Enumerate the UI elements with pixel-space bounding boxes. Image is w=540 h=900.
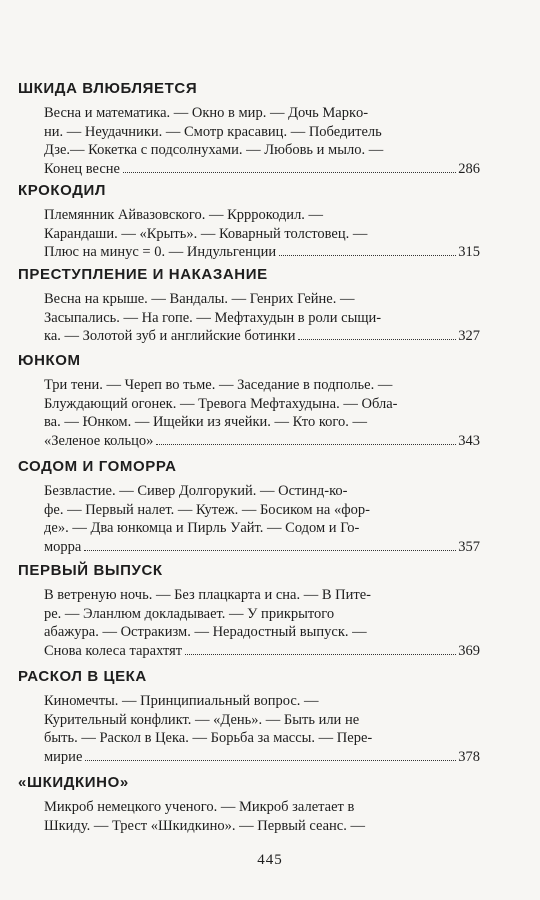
toc-chapter xyxy=(18,182,480,262)
leader-dots xyxy=(279,255,456,256)
page-number: 378 xyxy=(458,748,480,765)
toc-chapter xyxy=(18,266,480,346)
chapter-lines xyxy=(18,482,480,556)
toc-line: ва. — Юнком. — Ищейки из ячейки. — Кто кого. — xyxy=(44,414,367,430)
chapter-title: РАСКОЛ В ЦЕКА xyxy=(18,668,147,685)
toc-chapter xyxy=(18,668,480,766)
chapter-lines xyxy=(18,692,480,766)
toc-line: быть. — Раскол в Цека. — Борьба за массы. — Пере- xyxy=(44,730,373,746)
toc-line: ни. — Неудачники. — Смотр красавиц. — Победитель xyxy=(44,123,382,140)
toc-line: Курительный конфликт. — «День». — Быть или не xyxy=(44,711,360,728)
leader-dots xyxy=(185,654,456,655)
page-number: 343 xyxy=(458,432,480,449)
chapter-title: ПРЕСТУПЛЕНИЕ И НАКАЗАНИЕ xyxy=(18,266,268,283)
leader-dots xyxy=(123,172,456,173)
toc-line-text: Снова колеса тарахтят xyxy=(44,642,183,659)
footer-page-number: 445 xyxy=(257,852,283,868)
chapter-lines xyxy=(18,104,480,178)
chapter-title: ПЕРВЫЙ ВЫПУСК xyxy=(18,562,163,579)
toc-line: Киномечты. — Принципиальный вопрос. — xyxy=(44,693,319,709)
toc-line-with-page xyxy=(44,327,480,346)
toc-line-with-page xyxy=(44,748,480,767)
toc-line: ре. — Эланлюм докладывает. — У прикрытого xyxy=(44,605,335,622)
toc-chapter xyxy=(18,80,480,178)
toc-line: Безвластие. — Сивер Долгорукий. — Остинд-ко- xyxy=(44,483,348,499)
page-number: 327 xyxy=(458,328,480,344)
chapter-title: ЮНКОМ xyxy=(18,352,81,369)
toc-line: Блуждающий огонек. — Тревога Мефтахудына. — Обла- xyxy=(44,395,398,412)
toc-line: абажура. — Остракизм. — Нерадостный выпуск. — xyxy=(44,624,367,640)
chapter-title: «ШКИДКИНО» xyxy=(18,774,129,791)
chapter-title: ШКИДА ВЛЮБЛЯЕТСЯ xyxy=(18,80,198,97)
toc-line: Три тени. — Череп во тьме. — Заседание в подполье. — xyxy=(44,377,393,393)
toc-line: В ветреную ночь. — Без плацкарта и сна. — В Пите- xyxy=(44,587,371,603)
page-number: 369 xyxy=(458,642,480,659)
toc-line-with-page xyxy=(44,243,480,262)
toc-line: Микроб немецкого ученого. — Микроб залетает в xyxy=(44,799,355,815)
chapter-lines xyxy=(18,376,480,450)
toc-line: Весна на крыше. — Вандалы. — Генрих Гейне. — xyxy=(44,291,355,307)
toc-chapter xyxy=(18,774,480,835)
toc-line: фе. — Первый налет. — Кутеж. — Босиком на «фор- xyxy=(44,501,370,518)
leader-dots xyxy=(84,550,456,551)
toc-line-text: Конец весне xyxy=(44,160,120,177)
toc-line-with-page xyxy=(44,160,480,179)
leader-dots xyxy=(156,444,456,445)
page-number: 315 xyxy=(458,244,480,260)
page-number: 286 xyxy=(458,160,480,177)
toc-line: Шкиду. — Трест «Шкидкино». — Первый сеанс. — xyxy=(44,817,365,834)
leader-dots xyxy=(298,339,456,340)
toc-line: Весна и математика. — Окно в мир. — Дочь Маркo- xyxy=(44,105,369,121)
toc-line-with-page xyxy=(44,642,480,661)
toc-line-text: морра xyxy=(44,538,82,555)
toc-chapter xyxy=(18,458,480,556)
toc-line: Карандаши. — «Крыть». — Коварный толстовец. — xyxy=(44,225,368,242)
chapter-lines xyxy=(18,798,480,835)
page-number: 357 xyxy=(458,538,480,555)
toc-line: Засыпались. — На гопе. — Мефтахудын в роли сыщи- xyxy=(44,309,382,326)
chapter-title: СОДОМ И ГОМОРРА xyxy=(18,458,177,475)
toc-line-text: Плюс на минус = 0. — Индульгенции xyxy=(44,244,277,260)
toc-line: де». — Два юнкомца и Пирль Уайт. — Содом и Го- xyxy=(44,520,360,536)
leader-dots xyxy=(85,760,456,761)
toc-line-with-page xyxy=(44,538,480,557)
toc-line-text: «Зеленое кольцо» xyxy=(44,432,154,449)
toc-line-with-page xyxy=(44,432,480,451)
toc-chapter xyxy=(18,562,480,660)
chapter-lines xyxy=(18,586,480,660)
toc-line-text: мирие xyxy=(44,748,83,765)
toc-chapter xyxy=(18,352,480,450)
chapter-lines xyxy=(18,206,480,262)
toc-line-text: ка. — Золотой зуб и английские ботинки xyxy=(44,328,296,344)
toc-line: Дзе.— Кокетка с подсолнухами. — Любовь и мыло. — xyxy=(44,142,384,158)
chapter-lines xyxy=(18,290,480,346)
chapter-title: КРОКОДИЛ xyxy=(18,182,107,199)
toc-line: Племянник Айвазовского. — Крррокодил. — xyxy=(44,207,324,223)
